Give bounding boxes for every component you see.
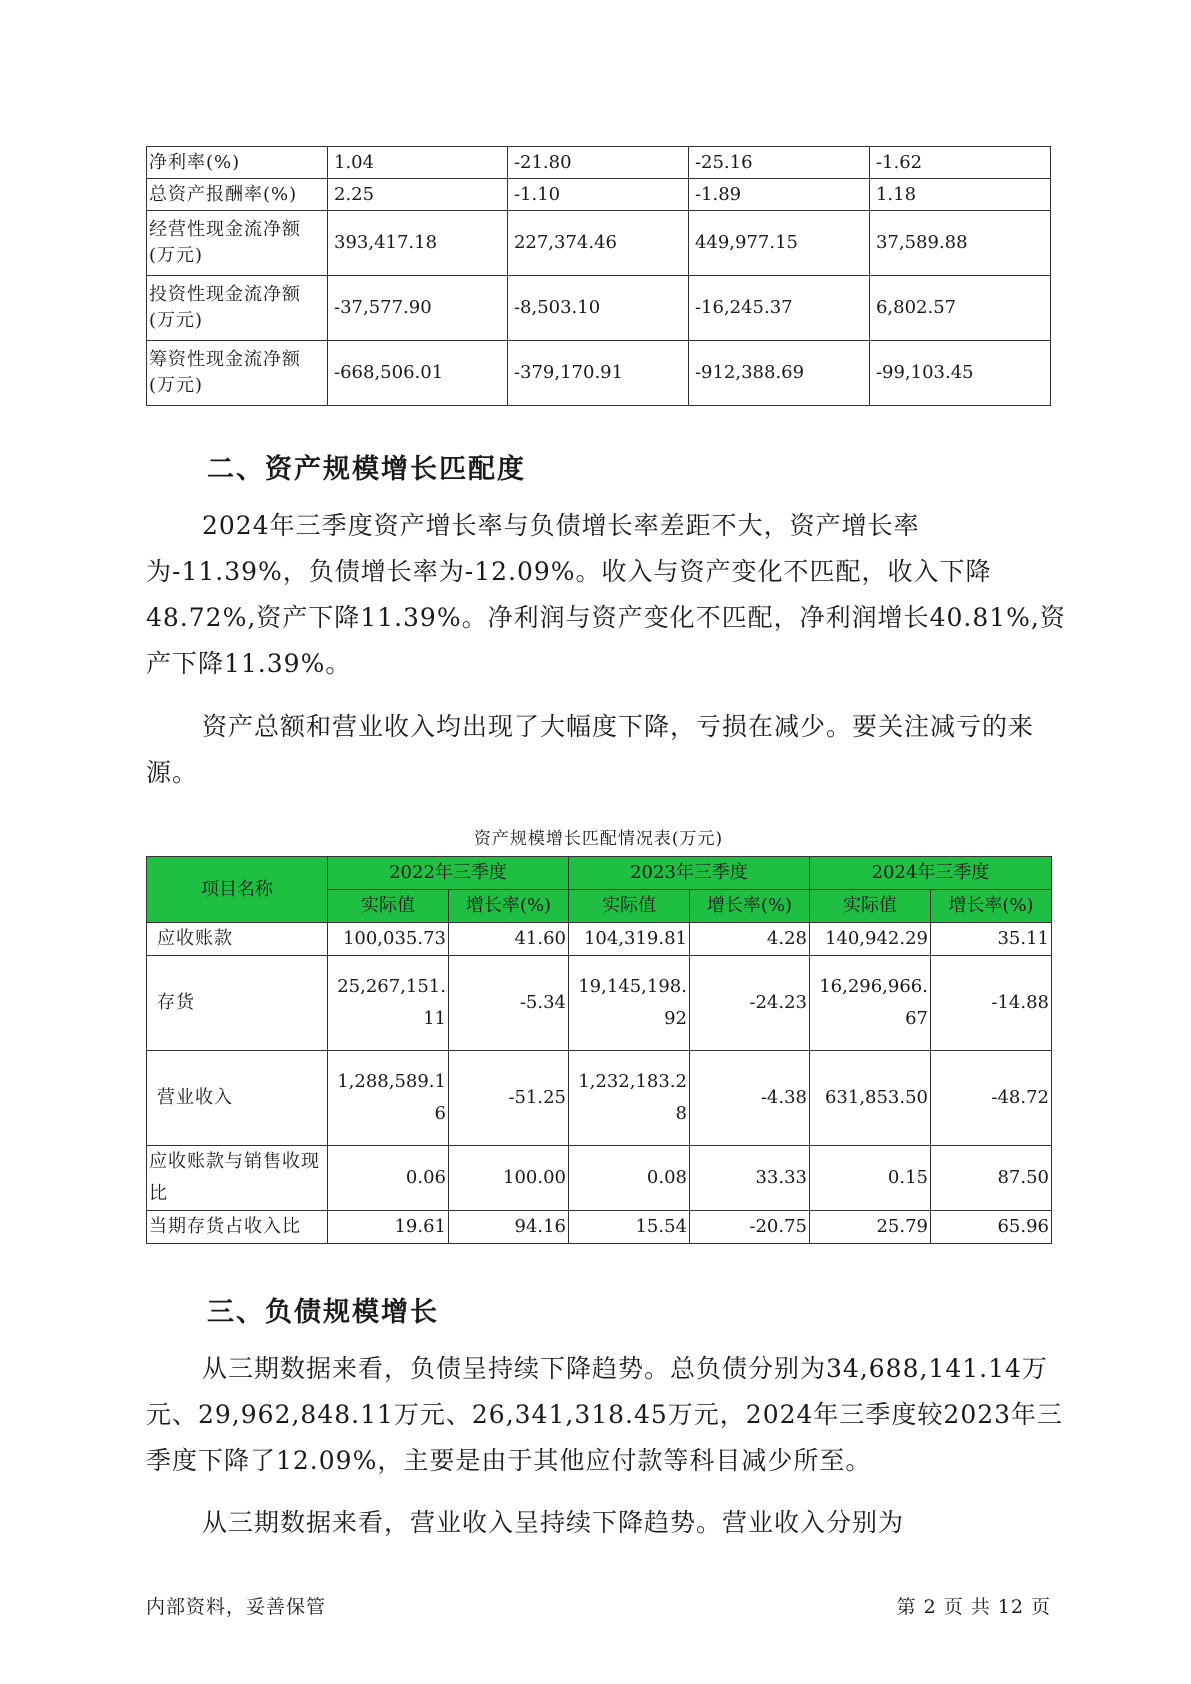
table-cell: 140,942.29	[810, 923, 931, 956]
table-cell: 1,288,589.16	[328, 1051, 449, 1146]
column-header: 增长率(%)	[690, 890, 810, 923]
table-cell: 6,802.57	[869, 276, 1050, 341]
table-cell: -21.80	[507, 147, 688, 179]
column-header: 项目名称	[147, 857, 328, 923]
table-cell: 15.54	[569, 1211, 690, 1244]
table-row	[147, 1211, 1052, 1244]
paragraph: 从三期数据来看，负债呈持续下降趋势。总负债分别为34,688,141.14万元、29,962,848.11万元、26,341,318.45万元，2024年三季度较2023年三季度下降了12.09%，主要是由于其他应付款等科目减少所至。	[146, 1354, 1064, 1475]
table-cell: -1.89	[688, 179, 869, 211]
table-cell: -912,388.69	[688, 341, 869, 406]
paragraph: 资产总额和营业收入均出现了大幅度下降，亏损在减少。要关注减亏的来源。	[146, 712, 1035, 787]
table-cell: -48.72	[931, 1051, 1052, 1146]
table-cell: -1.62	[869, 147, 1050, 179]
table-row	[147, 956, 1052, 1051]
table-row	[147, 211, 1051, 276]
row-label: 经营性现金流净额(万元)	[147, 211, 328, 276]
row-label: 总资产报酬率(%)	[147, 179, 328, 211]
table-cell: 100,035.73	[328, 923, 449, 956]
table-cell: 631,853.50	[810, 1051, 931, 1146]
table-row	[147, 179, 1051, 211]
row-label: 营业收入	[147, 1051, 328, 1146]
paragraph: 2024年三季度资产增长率与负债增长率差距不大，资产增长率为-11.39%，负债增长率为-12.09%。收入与资产变化不匹配，收入下降48.72%,资产下降11.39%。净利润与资产变化不匹配，净利润增长40.81%,资产下降11.39%。	[146, 511, 1066, 678]
table-cell: -668,506.01	[328, 341, 508, 406]
table-cell: 41.60	[449, 923, 569, 956]
asset-growth-table	[146, 856, 1052, 1244]
row-label: 当期存货占收入比	[147, 1211, 328, 1244]
table-cell: 1,232,183.28	[569, 1051, 690, 1146]
column-header: 实际值	[810, 890, 931, 923]
table-cell: 393,417.18	[328, 211, 508, 276]
table-cell: 94.16	[449, 1211, 569, 1244]
row-label: 投资性现金流净额(万元)	[147, 276, 328, 341]
table-cell: -20.75	[690, 1211, 810, 1244]
table-cell: -51.25	[449, 1051, 569, 1146]
column-header: 增长率(%)	[449, 890, 569, 923]
table-cell: -4.38	[690, 1051, 810, 1146]
row-label: 应收账款与销售收现比	[147, 1146, 328, 1211]
table-cell: 1.04	[328, 147, 508, 179]
table-cell: -25.16	[688, 147, 869, 179]
column-header: 增长率(%)	[931, 890, 1052, 923]
table-cell: -14.88	[931, 956, 1052, 1051]
table-row	[147, 923, 1052, 956]
table-row	[147, 147, 1051, 179]
table-cell: -24.23	[690, 956, 810, 1051]
table-cell: 227,374.46	[507, 211, 688, 276]
table-cell: 0.15	[810, 1146, 931, 1211]
table-cell: 37,589.88	[869, 211, 1050, 276]
table-cell: 1.18	[869, 179, 1050, 211]
row-label: 筹资性现金流净额(万元)	[147, 341, 328, 406]
column-header: 实际值	[569, 890, 690, 923]
table-caption: 资产规模增长匹配情况表(万元)	[473, 829, 724, 849]
table-cell: 0.08	[569, 1146, 690, 1211]
table-cell: -37,577.90	[328, 276, 508, 341]
table-cell: 449,977.15	[688, 211, 869, 276]
financial-ratio-table	[146, 146, 1051, 406]
row-label: 存货	[147, 956, 328, 1051]
table-cell: 25,267,151.11	[328, 956, 449, 1051]
table-row	[147, 276, 1051, 341]
table-cell: 19,145,198.92	[569, 956, 690, 1051]
table-cell: 4.28	[690, 923, 810, 956]
table-cell: 87.50	[931, 1146, 1052, 1211]
paragraph: 从三期数据来看，营业收入呈持续下降趋势。营业收入分别为	[202, 1508, 905, 1537]
page-number: 第 2 页 共 12 页	[896, 1596, 1051, 1618]
table-cell: 16,296,966.67	[810, 956, 931, 1051]
section-heading: 二、资产规模增长匹配度	[207, 454, 526, 485]
column-header: 实际值	[328, 890, 449, 923]
column-header: 2023年三季度	[569, 857, 810, 890]
table-cell: 25.79	[810, 1211, 931, 1244]
table-row	[147, 1051, 1052, 1146]
table-cell: 0.06	[328, 1146, 449, 1211]
table-cell: 104,319.81	[569, 923, 690, 956]
table-row	[147, 1146, 1052, 1211]
table-cell: -1.10	[507, 179, 688, 211]
table-cell: 19.61	[328, 1211, 449, 1244]
table-cell: 65.96	[931, 1211, 1052, 1244]
table-header-row	[147, 857, 1052, 890]
table-row	[147, 341, 1051, 406]
table-cell: 35.11	[931, 923, 1052, 956]
section-heading: 三、负债规模增长	[207, 1297, 439, 1328]
footer-note: 内部资料，妥善保管	[146, 1596, 327, 1618]
column-header: 2024年三季度	[810, 857, 1052, 890]
table-cell: -5.34	[449, 956, 569, 1051]
table-cell: 33.33	[690, 1146, 810, 1211]
row-label: 应收账款	[147, 923, 328, 956]
column-header: 2022年三季度	[328, 857, 569, 890]
table-cell: -8,503.10	[507, 276, 688, 341]
table-cell: -379,170.91	[507, 341, 688, 406]
row-label: 净利率(%)	[147, 147, 328, 179]
table-cell: 2.25	[328, 179, 508, 211]
table-cell: 100.00	[449, 1146, 569, 1211]
table-cell: -99,103.45	[869, 341, 1050, 406]
table-cell: -16,245.37	[688, 276, 869, 341]
